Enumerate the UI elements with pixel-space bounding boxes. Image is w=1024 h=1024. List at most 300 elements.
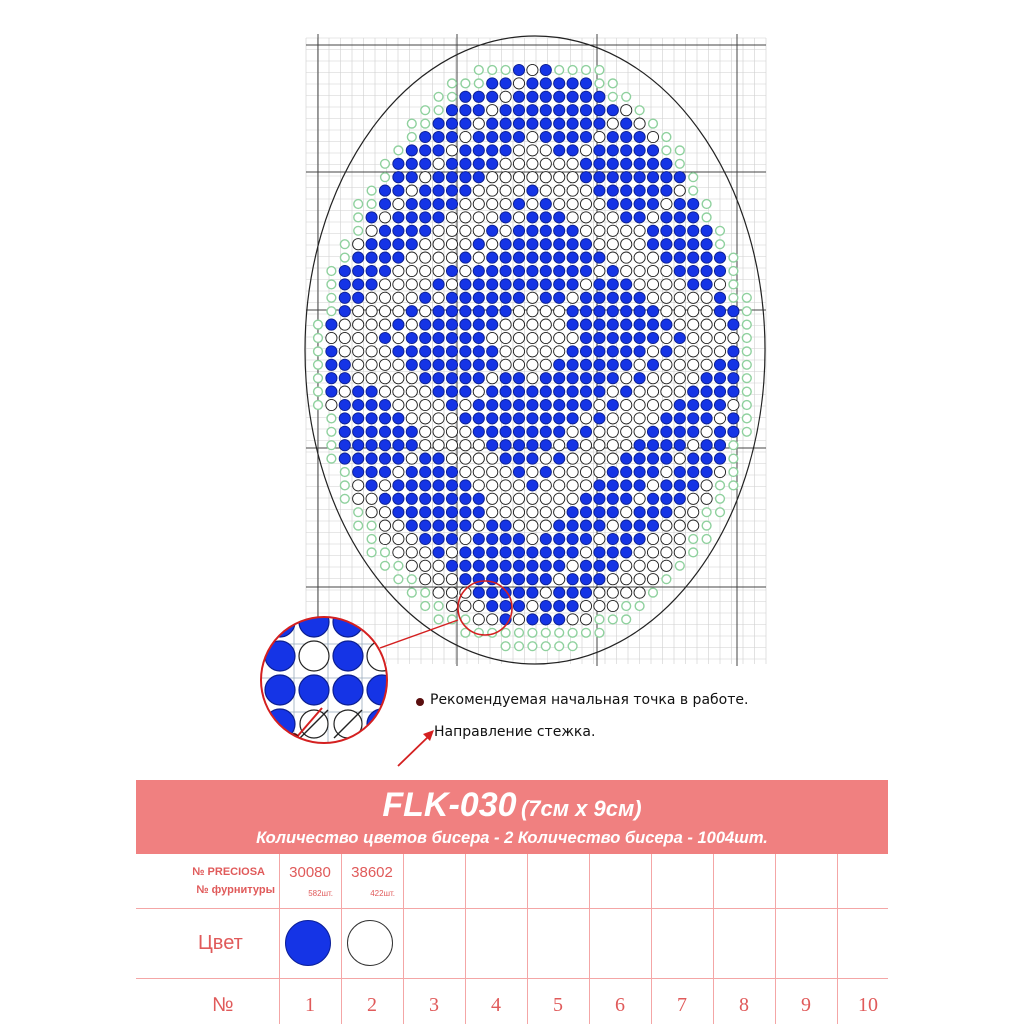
bead-blue bbox=[701, 399, 712, 410]
bead-outline bbox=[582, 628, 591, 637]
bead-blue bbox=[567, 600, 578, 611]
bead-outline bbox=[327, 427, 336, 436]
bead-blue bbox=[580, 426, 591, 437]
bead-blue bbox=[674, 480, 685, 491]
bead-white bbox=[634, 493, 645, 504]
bead-white bbox=[621, 373, 632, 384]
bead-blue bbox=[446, 198, 457, 209]
bead-blue bbox=[661, 453, 672, 464]
bead-blue bbox=[500, 600, 511, 611]
bead-white bbox=[339, 386, 350, 397]
bead-blue bbox=[433, 466, 444, 477]
bead-white bbox=[460, 399, 471, 410]
bead-blue bbox=[473, 145, 484, 156]
bead-blue bbox=[728, 319, 739, 330]
bead-outline bbox=[662, 146, 671, 155]
bead-blue bbox=[473, 105, 484, 116]
bead-blue bbox=[393, 493, 404, 504]
bead-blue bbox=[379, 413, 390, 424]
bead-white bbox=[500, 346, 511, 357]
bead-blue bbox=[487, 560, 498, 571]
bead-blue bbox=[446, 493, 457, 504]
bead-white bbox=[554, 198, 565, 209]
bead-white bbox=[500, 359, 511, 370]
column-number: 5 bbox=[553, 994, 563, 1016]
bead-blue bbox=[406, 426, 417, 437]
bead-white bbox=[634, 252, 645, 263]
bead-outline bbox=[394, 561, 403, 570]
bead-blue bbox=[607, 158, 618, 169]
bead-blue bbox=[594, 574, 605, 585]
bead-outline bbox=[716, 240, 725, 249]
bead-outline bbox=[555, 628, 564, 637]
color-swatch-blue bbox=[285, 920, 331, 966]
bead-blue bbox=[473, 413, 484, 424]
bead-blue bbox=[460, 493, 471, 504]
bead-white bbox=[567, 158, 578, 169]
product-code: FLK-030 bbox=[382, 786, 517, 824]
bead-blue bbox=[500, 533, 511, 544]
bead-blue bbox=[500, 413, 511, 424]
bead-white bbox=[607, 225, 618, 236]
bead-blue bbox=[714, 292, 725, 303]
bead-blue bbox=[379, 185, 390, 196]
bead-blue bbox=[393, 319, 404, 330]
bead-white bbox=[594, 466, 605, 477]
bead-outline bbox=[327, 441, 336, 450]
bead-white bbox=[433, 239, 444, 250]
bead-blue bbox=[487, 78, 498, 89]
bead-blue bbox=[473, 346, 484, 357]
bead-white bbox=[379, 319, 390, 330]
bead-blue bbox=[688, 265, 699, 276]
bead-white bbox=[661, 306, 672, 317]
bead-white bbox=[554, 185, 565, 196]
bead-white bbox=[433, 574, 444, 585]
bead-white bbox=[661, 466, 672, 477]
bead-blue bbox=[634, 453, 645, 464]
bead-blue bbox=[527, 386, 538, 397]
bead-blue bbox=[634, 198, 645, 209]
bead-blue bbox=[540, 105, 551, 116]
bead-blue bbox=[406, 225, 417, 236]
bead-white bbox=[580, 198, 591, 209]
bead-white bbox=[487, 507, 498, 518]
bead-blue bbox=[554, 145, 565, 156]
bead-outline bbox=[421, 602, 430, 611]
bead-blue bbox=[567, 533, 578, 544]
bead-blue bbox=[607, 185, 618, 196]
bead-blue bbox=[661, 426, 672, 437]
bead-white bbox=[353, 373, 364, 384]
bead-white bbox=[567, 212, 578, 223]
bead-blue bbox=[393, 426, 404, 437]
bead-blue bbox=[607, 131, 618, 142]
bead-white bbox=[406, 319, 417, 330]
bead-blue bbox=[540, 574, 551, 585]
bead-blue bbox=[500, 440, 511, 451]
bead-blue bbox=[420, 480, 431, 491]
bead-blue bbox=[647, 225, 658, 236]
bead-white bbox=[513, 306, 524, 317]
bead-blue bbox=[265, 675, 295, 705]
bead-blue bbox=[607, 547, 618, 558]
bead-blue bbox=[420, 359, 431, 370]
bead-outline bbox=[474, 79, 483, 88]
bead-outline bbox=[528, 642, 537, 651]
bead-blue bbox=[379, 399, 390, 410]
column-number: 6 bbox=[615, 994, 625, 1016]
bead-white bbox=[487, 466, 498, 477]
bead-white bbox=[580, 413, 591, 424]
bead-white bbox=[554, 346, 565, 357]
bead-white bbox=[607, 212, 618, 223]
bead-blue bbox=[393, 185, 404, 196]
bead-outline bbox=[434, 615, 443, 624]
bead-blue bbox=[353, 440, 364, 451]
bead-blue bbox=[594, 560, 605, 571]
bead-white bbox=[527, 332, 538, 343]
bead-blue bbox=[554, 520, 565, 531]
bead-white bbox=[674, 359, 685, 370]
bead-outline bbox=[742, 334, 751, 343]
bead-white bbox=[513, 520, 524, 531]
bead-white bbox=[433, 560, 444, 571]
bead-white bbox=[661, 533, 672, 544]
bead-blue bbox=[326, 386, 337, 397]
bead-blue bbox=[540, 239, 551, 250]
bead-blue bbox=[420, 520, 431, 531]
bead-blue bbox=[594, 547, 605, 558]
bead-white bbox=[594, 399, 605, 410]
bead-white bbox=[554, 319, 565, 330]
bead-white bbox=[473, 386, 484, 397]
bead-white bbox=[647, 292, 658, 303]
bead-blue bbox=[513, 279, 524, 290]
bead-blue bbox=[433, 386, 444, 397]
bead-white bbox=[674, 507, 685, 518]
bead-blue bbox=[446, 292, 457, 303]
bead-blue bbox=[540, 198, 551, 209]
bead-white bbox=[701, 493, 712, 504]
bead-white bbox=[554, 158, 565, 169]
bead-blue bbox=[460, 507, 471, 518]
bead-blue bbox=[406, 346, 417, 357]
bead-white bbox=[580, 480, 591, 491]
bead-blue bbox=[446, 507, 457, 518]
bead-blue bbox=[634, 507, 645, 518]
bead-blue bbox=[406, 158, 417, 169]
bead-white bbox=[554, 466, 565, 477]
bead-white bbox=[714, 346, 725, 357]
bead-outline bbox=[622, 602, 631, 611]
bead-blue bbox=[607, 265, 618, 276]
bead-blue bbox=[607, 346, 618, 357]
bead-white bbox=[567, 453, 578, 464]
bead-blue bbox=[540, 426, 551, 437]
color-swatch-white bbox=[347, 920, 393, 966]
bead-white bbox=[540, 319, 551, 330]
bead-white bbox=[379, 306, 390, 317]
bead-blue bbox=[473, 91, 484, 102]
bead-blue bbox=[460, 480, 471, 491]
bead-blue bbox=[473, 533, 484, 544]
bead-white bbox=[567, 198, 578, 209]
bead-blue bbox=[406, 507, 417, 518]
bead-outline bbox=[448, 92, 457, 101]
bead-blue bbox=[580, 265, 591, 276]
bead-blue bbox=[460, 145, 471, 156]
bead-blue bbox=[594, 359, 605, 370]
bead-blue bbox=[647, 440, 658, 451]
bead-white bbox=[487, 239, 498, 250]
bead-blue bbox=[607, 373, 618, 384]
bead-blue bbox=[460, 413, 471, 424]
bead-white bbox=[701, 359, 712, 370]
bead-white bbox=[513, 507, 524, 518]
bead-outline bbox=[501, 66, 510, 75]
bead-outline bbox=[381, 173, 390, 182]
bead-blue bbox=[634, 306, 645, 317]
bead-blue bbox=[634, 158, 645, 169]
bead-blue bbox=[621, 493, 632, 504]
bead-blue bbox=[728, 359, 739, 370]
legend-stitch-direction: Направление стежка. bbox=[434, 724, 596, 740]
bead-blue bbox=[366, 252, 377, 263]
product-size: (7см х 9см) bbox=[520, 796, 642, 821]
bead-white bbox=[674, 386, 685, 397]
bead-blue bbox=[674, 466, 685, 477]
bead-blue bbox=[634, 480, 645, 491]
bead-white bbox=[647, 547, 658, 558]
bead-white bbox=[607, 118, 618, 129]
column-number: 4 bbox=[491, 994, 501, 1016]
bead-blue bbox=[420, 346, 431, 357]
bead-blue bbox=[513, 600, 524, 611]
bead-white bbox=[406, 252, 417, 263]
bead-white bbox=[487, 480, 498, 491]
bead-white bbox=[420, 413, 431, 424]
bead-blue bbox=[339, 399, 350, 410]
bead-white bbox=[674, 533, 685, 544]
bead-outline bbox=[702, 200, 711, 209]
bead-white bbox=[460, 239, 471, 250]
bead-blue bbox=[714, 399, 725, 410]
bead-blue bbox=[554, 614, 565, 625]
bead-white bbox=[366, 493, 377, 504]
bead-blue bbox=[366, 399, 377, 410]
bead-blue bbox=[473, 158, 484, 169]
bead-blue bbox=[701, 466, 712, 477]
product-title bbox=[136, 786, 888, 825]
bead-outline bbox=[689, 173, 698, 182]
bead-white bbox=[567, 332, 578, 343]
bead-blue bbox=[473, 547, 484, 558]
bead-outline bbox=[729, 454, 738, 463]
bead-white bbox=[500, 91, 511, 102]
bead-blue bbox=[446, 319, 457, 330]
bead-blue bbox=[487, 413, 498, 424]
bead-white bbox=[701, 332, 712, 343]
bead-outline bbox=[608, 92, 617, 101]
bead-blue bbox=[621, 533, 632, 544]
bead-blue bbox=[433, 547, 444, 558]
bead-blue bbox=[621, 306, 632, 317]
bead-blue bbox=[339, 373, 350, 384]
bead-blue bbox=[420, 145, 431, 156]
column-number: 2 bbox=[367, 994, 377, 1016]
bead-white bbox=[701, 346, 712, 357]
bead-white bbox=[580, 279, 591, 290]
bead-white bbox=[446, 547, 457, 558]
bead-blue bbox=[379, 493, 390, 504]
bead-outline bbox=[327, 414, 336, 423]
bead-white bbox=[406, 292, 417, 303]
bead-blue bbox=[527, 225, 538, 236]
bead-white bbox=[420, 265, 431, 276]
bead-blue bbox=[554, 587, 565, 598]
bead-blue bbox=[446, 346, 457, 357]
bead-blue bbox=[567, 359, 578, 370]
bead-white bbox=[540, 520, 551, 531]
bead-blue bbox=[688, 480, 699, 491]
bead-white bbox=[647, 265, 658, 276]
column-number: 9 bbox=[801, 994, 811, 1016]
bead-blue bbox=[513, 239, 524, 250]
bead-blue bbox=[393, 440, 404, 451]
bead-white bbox=[460, 440, 471, 451]
bead-blue bbox=[554, 453, 565, 464]
bead-blue bbox=[554, 279, 565, 290]
bead-blue bbox=[366, 279, 377, 290]
bead-white bbox=[527, 131, 538, 142]
bead-blue bbox=[406, 466, 417, 477]
bead-white bbox=[500, 319, 511, 330]
bead-white bbox=[406, 373, 417, 384]
bead-outline bbox=[608, 79, 617, 88]
label-furnitura: № фурнитуры bbox=[196, 884, 275, 896]
bead-blue bbox=[540, 265, 551, 276]
bead-blue bbox=[366, 239, 377, 250]
bead-white bbox=[527, 466, 538, 477]
bead-outline bbox=[595, 615, 604, 624]
bead-white bbox=[647, 212, 658, 223]
bead-white bbox=[688, 373, 699, 384]
bead-blue bbox=[446, 105, 457, 116]
bead-outline bbox=[367, 521, 376, 530]
bead-blue bbox=[647, 172, 658, 183]
bead-white bbox=[433, 252, 444, 263]
bead-white bbox=[661, 279, 672, 290]
bead-white bbox=[594, 600, 605, 611]
bead-white bbox=[393, 306, 404, 317]
bead-white bbox=[460, 225, 471, 236]
bead-blue bbox=[567, 252, 578, 263]
bead-blue bbox=[554, 252, 565, 263]
bead-blue bbox=[339, 440, 350, 451]
bead-outline bbox=[367, 200, 376, 209]
bead-blue bbox=[594, 118, 605, 129]
bead-blue bbox=[326, 359, 337, 370]
bead-white bbox=[527, 373, 538, 384]
bead-blue bbox=[647, 493, 658, 504]
bead-blue bbox=[433, 359, 444, 370]
bead-blue bbox=[420, 225, 431, 236]
bead-blue bbox=[714, 426, 725, 437]
product-header bbox=[136, 780, 888, 854]
bead-white bbox=[688, 319, 699, 330]
bead-white bbox=[607, 426, 618, 437]
bead-white bbox=[446, 239, 457, 250]
bead-white bbox=[393, 520, 404, 531]
bead-blue bbox=[647, 198, 658, 209]
bead-white bbox=[688, 332, 699, 343]
bead-outline bbox=[340, 468, 349, 477]
bead-white bbox=[406, 560, 417, 571]
bead-white bbox=[647, 373, 658, 384]
bead-white bbox=[688, 520, 699, 531]
bead-white bbox=[567, 493, 578, 504]
bead-outline bbox=[421, 588, 430, 597]
bead-white bbox=[607, 252, 618, 263]
bead-outline bbox=[434, 602, 443, 611]
bead-blue bbox=[339, 292, 350, 303]
bead-blue bbox=[580, 507, 591, 518]
bead-outline bbox=[340, 240, 349, 249]
bead-outline bbox=[729, 481, 738, 490]
bead-blue bbox=[647, 426, 658, 437]
bead-blue bbox=[406, 145, 417, 156]
bead-blue bbox=[527, 265, 538, 276]
bead-blue bbox=[527, 105, 538, 116]
bead-white bbox=[353, 480, 364, 491]
bead-blue bbox=[580, 373, 591, 384]
bead-white bbox=[674, 306, 685, 317]
bead-blue bbox=[433, 346, 444, 357]
bead-blue bbox=[513, 426, 524, 437]
bead-white bbox=[527, 600, 538, 611]
bead-outline bbox=[515, 628, 524, 637]
bead-blue bbox=[433, 493, 444, 504]
bead-white bbox=[513, 212, 524, 223]
bead-white bbox=[567, 560, 578, 571]
bead-white bbox=[661, 198, 672, 209]
bead-blue bbox=[661, 507, 672, 518]
bead-white bbox=[554, 172, 565, 183]
bead-blue bbox=[353, 265, 364, 276]
bead-white bbox=[500, 172, 511, 183]
bead-white bbox=[393, 359, 404, 370]
bead-outline bbox=[394, 146, 403, 155]
bead-outline bbox=[434, 92, 443, 101]
bead-blue bbox=[580, 91, 591, 102]
bead-white bbox=[688, 292, 699, 303]
bead-white bbox=[353, 332, 364, 343]
bead-white bbox=[446, 426, 457, 437]
bead-blue bbox=[487, 600, 498, 611]
bead-white bbox=[714, 332, 725, 343]
bead-blue bbox=[379, 440, 390, 451]
bead-blue bbox=[513, 198, 524, 209]
bead-outline bbox=[742, 387, 751, 396]
bead-white bbox=[500, 225, 511, 236]
bead-blue bbox=[607, 359, 618, 370]
bead-white bbox=[513, 158, 524, 169]
bead-white bbox=[379, 212, 390, 223]
bead-blue bbox=[460, 185, 471, 196]
bead-white bbox=[580, 466, 591, 477]
bead-blue bbox=[554, 239, 565, 250]
